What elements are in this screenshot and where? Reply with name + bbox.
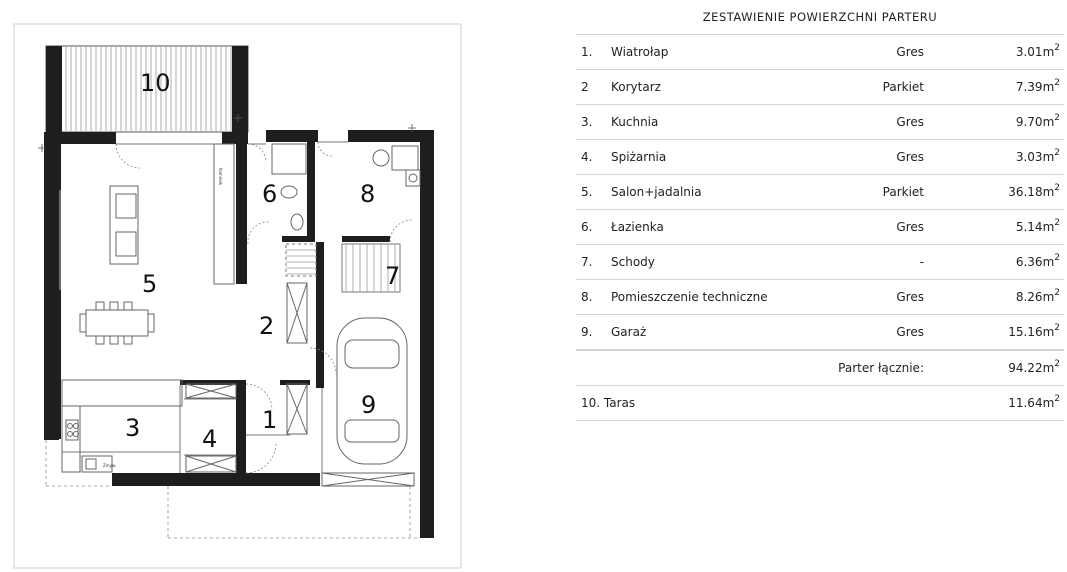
room-area: $15.16m^2$ <box>1008 323 1060 339</box>
terrace-area: $11.64m^2$ <box>1008 394 1060 410</box>
room-area: $5.14m^2$ <box>1015 218 1060 234</box>
room-number-3: 3 <box>125 414 141 442</box>
table-row <box>576 209 1064 244</box>
floor-finish: Parkiet <box>882 185 924 199</box>
room-number-2: 2 <box>259 312 275 340</box>
appliance-label: Zmyw. <box>103 463 117 468</box>
room-name: Kuchnia <box>611 115 659 129</box>
table-title: ZESTAWIENIE POWIERZCHNI PARTERU <box>702 10 938 24</box>
room-name: Spiżarnia <box>611 150 667 164</box>
total-row <box>576 350 1064 385</box>
garage-gate <box>322 473 414 486</box>
room-area: $3.03m^2$ <box>1015 148 1060 164</box>
room-name: Salon+jadalnia <box>611 185 702 199</box>
row-number: 2 <box>581 80 589 94</box>
fireplace-label: Kominek <box>218 168 223 186</box>
floor-finish: Parkiet <box>882 80 924 94</box>
row-number: 1. <box>581 45 593 59</box>
row-number: 9. <box>581 325 593 339</box>
room-area: $8.26m^2$ <box>1015 288 1060 304</box>
room-number-9: 9 <box>361 391 377 419</box>
terrace-row <box>576 385 1064 421</box>
interior-lines <box>60 142 400 473</box>
total-area: $94.22m^2$ <box>1008 359 1060 375</box>
row-number: 5. <box>581 185 593 199</box>
table-row <box>576 279 1064 314</box>
kitchen-counter <box>62 380 182 472</box>
floor-finish: Gres <box>896 45 924 59</box>
row-number: 3. <box>581 115 593 129</box>
room-area: $7.39m^2$ <box>1015 78 1060 94</box>
room-area: $6.36m^2$ <box>1015 253 1060 269</box>
room-name: Pomieszczenie techniczne <box>611 290 768 304</box>
table-row <box>576 34 1064 69</box>
room-area: $9.70m^2$ <box>1015 113 1060 129</box>
staircase <box>286 244 395 292</box>
room-area: $36.18m^2$ <box>1008 183 1060 199</box>
floor-finish: Gres <box>896 220 924 234</box>
floor-finish: Gres <box>896 150 924 164</box>
row-number: 8. <box>581 290 593 304</box>
wardrobes <box>287 283 307 434</box>
table-row <box>576 139 1064 174</box>
room-area: $3.01m^2$ <box>1015 43 1060 59</box>
floor-finish: Gres <box>896 325 924 339</box>
floor-finish: Gres <box>896 290 924 304</box>
row-number: 6. <box>581 220 593 234</box>
sofa <box>110 186 138 264</box>
floor-finish: Gres <box>896 115 924 129</box>
room-number-6: 6 <box>262 180 278 208</box>
room-name: Wiatrołap <box>611 45 669 59</box>
terrace-label: 10. Taras <box>581 396 636 410</box>
table-row <box>576 174 1064 209</box>
room-number-1: 1 <box>262 406 278 434</box>
room-name: Korytarz <box>611 80 661 94</box>
table-row <box>576 244 1064 279</box>
table-row <box>576 104 1064 139</box>
table-row <box>576 314 1064 350</box>
room-name: Schody <box>611 255 655 269</box>
area-table <box>576 0 1064 421</box>
floor-plan <box>0 0 470 572</box>
fireplace <box>214 144 234 284</box>
room-number-4: 4 <box>202 425 218 453</box>
walls <box>44 130 434 538</box>
floor-finish: - <box>919 255 924 269</box>
row-number: 4. <box>581 150 593 164</box>
room-name: Garaż <box>611 325 647 339</box>
room-number-8: 8 <box>360 180 376 208</box>
dining-table <box>80 302 154 344</box>
room-number-5: 5 <box>142 270 158 298</box>
row-number: 7. <box>581 255 593 269</box>
room-name: Łazienka <box>611 220 664 234</box>
room-number-7: 7 <box>385 262 401 290</box>
room-number-10: 10 <box>140 69 171 97</box>
technical-equipment <box>373 146 420 186</box>
total-label: Parter łącznie: <box>838 361 924 375</box>
table-row <box>576 69 1064 104</box>
